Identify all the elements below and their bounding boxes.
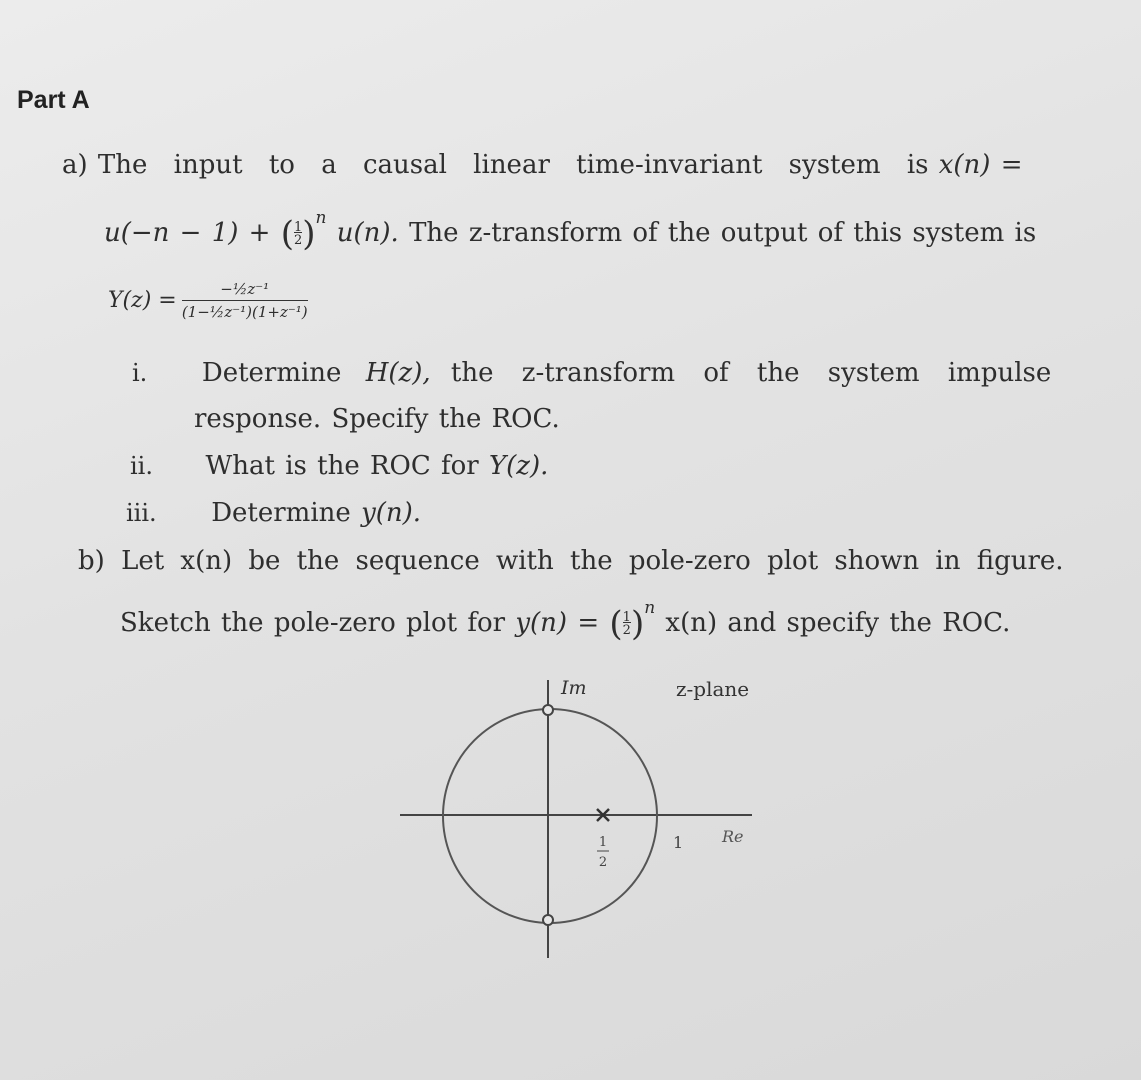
one-tick-label: 1 xyxy=(673,833,684,852)
part-a-label: a) xyxy=(62,150,88,180)
half-num: 1 xyxy=(294,220,303,235)
item-i-hz: H(z), xyxy=(365,358,431,388)
part-b-label: b) xyxy=(78,546,105,576)
item-ii-text: What is the ROC for xyxy=(205,451,479,481)
part-b-rest: x(n) and specify the ROC. xyxy=(665,608,1011,638)
paren-close-b: ) xyxy=(630,604,645,644)
item-i-text-c: the z-transform of the system impulse xyxy=(450,358,1052,388)
unit-step-reverse: u(−n − 1) + xyxy=(104,218,271,248)
unit-step: u(n). xyxy=(336,218,399,248)
item-i-line2: response. Specify the ROC. xyxy=(194,404,560,434)
exponent-n: n xyxy=(315,208,327,228)
input-lhs: x(n) = xyxy=(938,150,1023,180)
item-iii-text: Determine xyxy=(211,498,351,528)
part-a-output-text: The z-transform of the output of this system is xyxy=(409,218,1037,248)
item-i-text-a: Determine xyxy=(201,358,342,388)
z-plane-label: z-plane xyxy=(676,677,750,701)
pole-label-num: 1 xyxy=(598,835,608,850)
im-label: Im xyxy=(561,677,587,699)
item-i-number: i. xyxy=(132,359,148,387)
paren-close: ) xyxy=(302,214,316,254)
paren-open-b: ( xyxy=(609,604,623,644)
zero-marker-top xyxy=(543,705,553,715)
part-a-intro: The input to a causal linear time-invariant system is xyxy=(97,150,929,180)
item-ii-var: Y(z). xyxy=(489,451,549,481)
half-den: 2 xyxy=(294,233,303,248)
half-den-b: 2 xyxy=(622,623,631,638)
zero-marker-bottom xyxy=(543,915,553,925)
yz-lhs: Y(z) = xyxy=(108,288,177,313)
yz-denominator: (1−½z⁻¹)(1+z⁻¹) xyxy=(182,300,308,321)
re-label: Re xyxy=(722,827,744,846)
part-b-text: Let x(n) be the sequence with the pole-zero plot shown in figure. xyxy=(121,546,1064,576)
yz-numerator: −½z⁻¹ xyxy=(220,280,270,298)
paren-open: ( xyxy=(280,214,294,254)
part-b-yn: y(n) = xyxy=(515,608,600,638)
pole-label-den: 2 xyxy=(598,855,608,870)
part-title: Part A xyxy=(17,86,90,114)
half-num-b: 1 xyxy=(622,610,631,625)
item-iii-number: iii. xyxy=(126,499,157,527)
exponent-n-b: n xyxy=(644,598,656,618)
part-b-sketch-text: Sketch the pole-zero plot for xyxy=(120,608,506,638)
item-iii-var: y(n). xyxy=(361,498,422,528)
item-ii-number: ii. xyxy=(130,452,153,480)
